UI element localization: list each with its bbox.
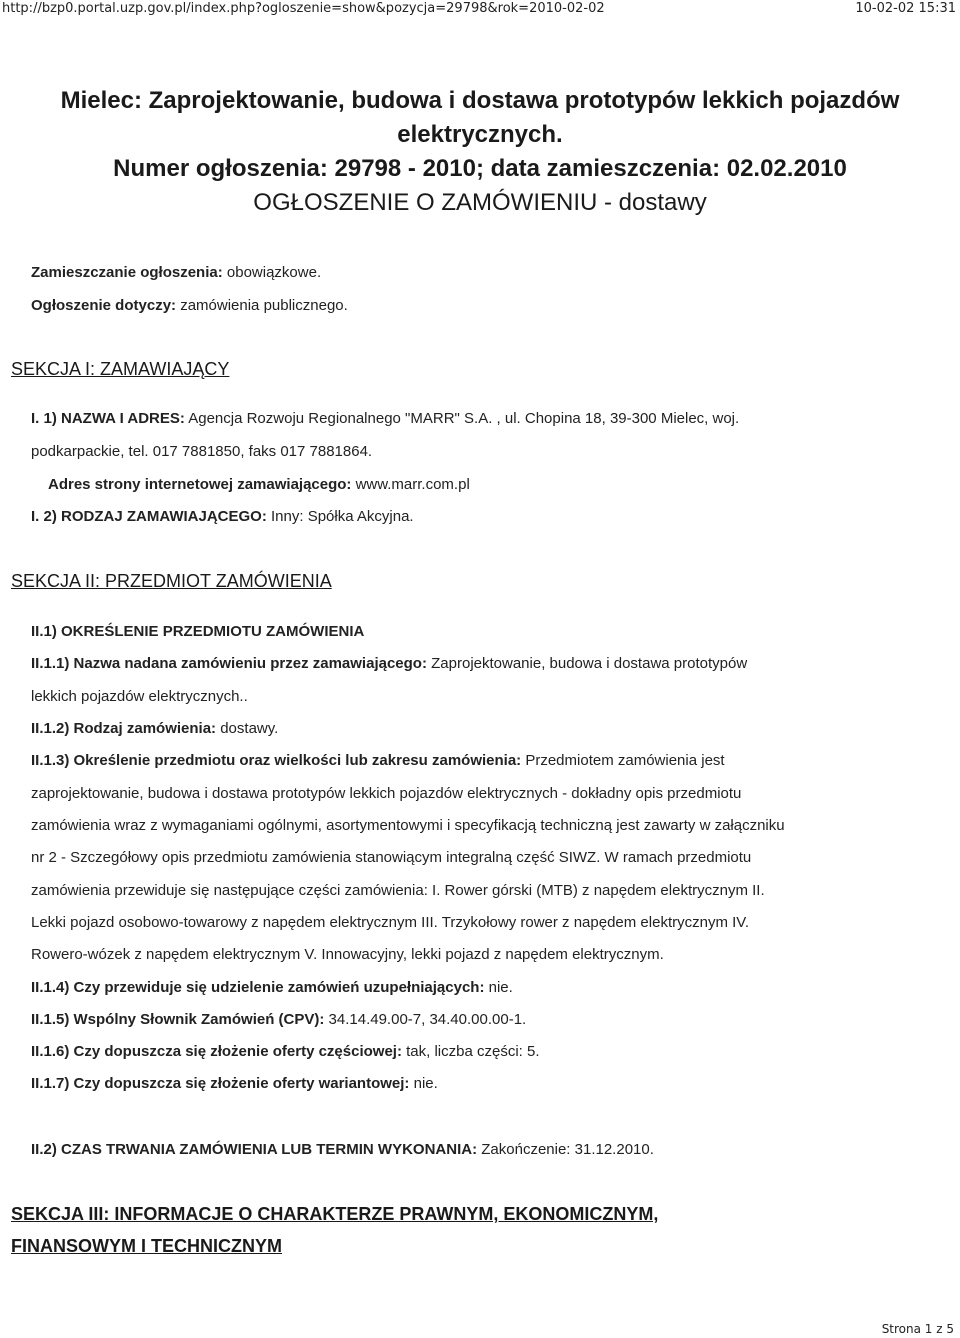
scope-line-6: Lekki pojazd osobowo-towarowy z napędem elektrycznym III. Trzykołowy rower z napędem elektrycznym IV.	[31, 914, 750, 931]
variant-offer-row	[31, 1075, 438, 1092]
concerns-label: Ogłoszenie dotyczy:	[31, 297, 177, 314]
print-header	[0, 0, 960, 22]
duration-row	[31, 1141, 654, 1158]
scope-label: II.1.3) Określenie przedmiotu oraz wielkości lub zakresu zamówienia:	[31, 752, 522, 769]
supplementary-label: II.1.4) Czy przewiduje się udzielenie zamówień uzupełniających:	[31, 979, 485, 996]
scope-line-2: zaprojektowanie, budowa i dostawa prototypów lekkich pojazdów elektrycznych - dokładny opis przedmiotu	[31, 785, 742, 802]
partial-offer-label: II.1.6) Czy dopuszcza się złożenie oferty częściowej:	[31, 1043, 402, 1060]
section-3-heading-line-2: FINANSOWYM I TECHNICZNYM	[11, 1236, 282, 1256]
website-value: www.marr.com.pl	[351, 476, 470, 493]
contract-kind-value: dostawy.	[216, 720, 279, 737]
section-1-heading: SEKCJA I: ZAMAWIAJĄCY	[11, 359, 230, 379]
name-address-continued: podkarpackie, tel. 017 7881850, faks 017 7881864.	[31, 443, 373, 460]
variant-offer-value: nie.	[409, 1075, 438, 1092]
scope-row	[31, 752, 725, 769]
contract-name-continued: lekkich pojazdów elektrycznych..	[31, 688, 248, 705]
section-3-heading-line-1: SEKCJA III: INFORMACJE O CHARAKTERZE PRAWNYM, EKONOMICZNYM,	[11, 1204, 659, 1224]
scope-line-4: nr 2 - Szczegółowy opis przedmiotu zamówienia stanowiącym integralną część SIWZ. W ramach przedmiotu	[31, 849, 752, 866]
cpv-row	[31, 1011, 526, 1028]
scope-value: Przedmiotem zamówienia jest	[521, 752, 725, 769]
supplementary-value: nie.	[484, 979, 513, 996]
supplementary-row	[31, 979, 513, 996]
contract-kind-row	[31, 720, 278, 737]
subject-definition-heading: II.1) OKREŚLENIE PRZEDMIOTU ZAMÓWIENIA	[31, 623, 365, 640]
page-counter: Strona 1 z 5	[881, 1322, 954, 1336]
notice-type-line: OGŁOSZENIE O ZAMÓWIENIU - dostawy	[253, 189, 707, 216]
contract-name-label: II.1.1) Nazwa nadana zamówieniu przez zamawiającego:	[31, 655, 427, 672]
name-address-value: Agencja Rozwoju Regionalnego "MARR" S.A. , ul. Chopina 18, 39-300 Mielec, woj.	[184, 410, 740, 427]
cpv-label: II.1.5) Wspólny Słownik Zamówień (CPV):	[31, 1011, 325, 1028]
contracting-type-label: I. 2) RODZAJ ZAMAWIAJĄCEGO:	[31, 508, 267, 525]
duration-label: II.2) CZAS TRWANIA ZAMÓWIENIA LUB TERMIN WYKONANIA:	[31, 1141, 478, 1158]
notice-title-line-2: elektrycznych.	[397, 121, 563, 148]
name-address-label: I. 1) NAZWA I ADRES:	[31, 410, 185, 427]
placement-row	[31, 264, 321, 281]
notice-title-line-1: Mielec: Zaprojektowanie, budowa i dostawa prototypów lekkich pojazdów	[60, 87, 900, 114]
scope-line-3: zamówienia wraz z wymaganiami ogólnymi, asortymentowymi i specyfikacją techniczną jest zawarty w załączniku	[31, 817, 785, 834]
placement-label: Zamieszczanie ogłoszenia:	[31, 264, 223, 281]
contract-name-row	[31, 655, 747, 672]
concerns-value: zamówienia publicznego.	[176, 297, 348, 314]
contracting-type-value: Inny: Spółka Akcyjna.	[266, 508, 414, 525]
page-url: http://bzp0.portal.uzp.gov.pl/index.php?ogloszenie=show&pozycja=29798&rok=2010-02-02	[2, 1, 605, 16]
website-label: Adres strony internetowej zamawiającego:	[48, 476, 352, 493]
section-2-heading: SEKCJA II: PRZEDMIOT ZAMÓWIENIA	[11, 571, 332, 591]
cpv-value: 34.14.49.00-7, 34.40.00.00-1.	[324, 1011, 527, 1028]
print-timestamp: 10-02-02 15:31	[855, 1, 956, 16]
contracting-type-row	[31, 508, 414, 525]
partial-offer-value: tak, liczba części: 5.	[401, 1043, 540, 1060]
placement-value: obowiązkowe.	[222, 264, 322, 281]
variant-offer-label: II.1.7) Czy dopuszcza się złożenie oferty wariantowej:	[31, 1075, 410, 1092]
notice-title-block	[0, 84, 960, 220]
concerns-row	[31, 297, 348, 314]
notice-number-line: Numer ogłoszenia: 29798 - 2010; data zamieszczenia: 02.02.2010	[113, 155, 847, 182]
duration-value: Zakończenie: 31.12.2010.	[477, 1141, 654, 1158]
partial-offer-row	[31, 1043, 540, 1060]
scope-line-7: Rowero-wózek z napędem elektrycznym V. Innowacyjny, lekki pojazd z napędem elektrycznym.	[31, 946, 664, 963]
name-address-row	[31, 410, 739, 427]
website-row	[48, 476, 470, 493]
contract-kind-label: II.1.2) Rodzaj zamówienia:	[31, 720, 217, 737]
contract-name-value: Zaprojektowanie, budowa i dostawa prototypów	[426, 655, 748, 672]
scope-line-5: zamówienia przewiduje się następujące części zamówienia: I. Rower górski (MTB) z napędem elektrycznym II.	[31, 882, 765, 899]
